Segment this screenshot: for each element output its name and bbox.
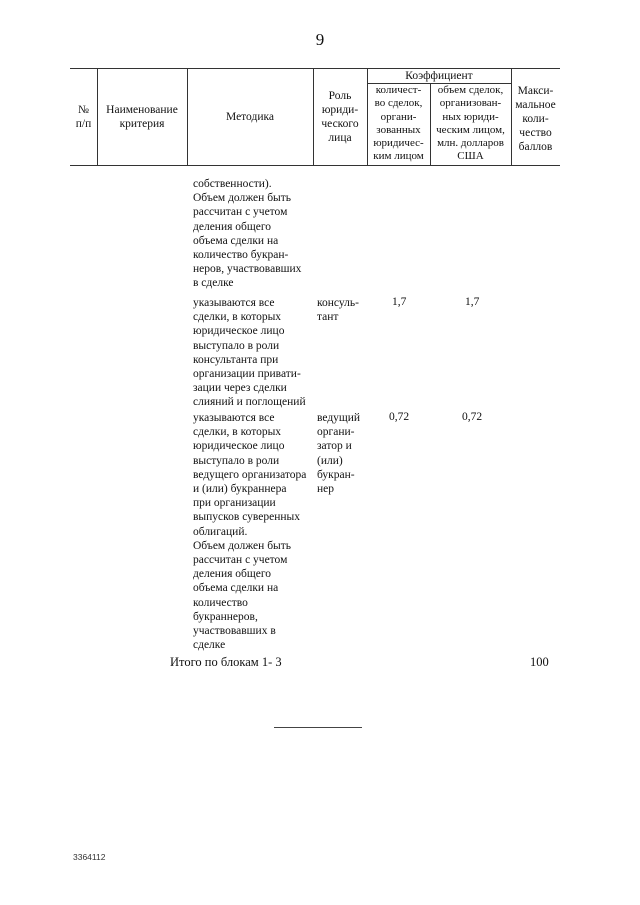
row-3-coef-volume: 0,72 [462,411,483,423]
header-role: Роль юриди- ческого лица [321,90,359,144]
header-method: Методика [226,111,274,123]
end-rule [274,727,362,728]
table-header-bottom-border [70,165,560,166]
row-2-coef-volume: 1,7 [465,296,480,308]
header-num: № п/п [75,104,92,130]
header-coefficient: Коэффициент [405,70,473,82]
row-3-method: указываются все сделки, в которых юридическое лицо выступало в роли ведущего организатора и (или) букраннера при организации выпусков суверенных облигаций. Объем должен быть рассчитан с учетом деления общего объема сделки на количество букраннеров, участвовавших в сделке [193,412,307,652]
row-3-coef-count: 0,72 [389,411,410,423]
total-value: 100 [530,655,549,669]
total-label: Итого по блокам 1- 3 [170,655,282,669]
header-criterion: Наименование критерия [106,104,178,130]
header-max-points: Макси- мальное коли- чество баллов [515,85,556,153]
header-coef-volume: объем сделок, организован- ных юриди- ческим лицом, млн. долларов США [436,84,505,163]
row-2-role: консуль- тант [317,297,359,324]
doc-id: 3364112 [73,852,106,862]
row-2-coef-count: 1,7 [392,296,407,308]
row-3-role: ведущий органи- затор и (или) букран- нер [317,412,361,496]
row-1-method: собственности). Объем должен быть рассчитан с учетом деления общего объема сделки на количество букран- неров, участвовавших в сделке [193,178,302,290]
page-number: 9 [315,30,325,49]
row-2-method: указываются все сделки, в которых юридическое лицо выступало в роли консультанта при организации привати- зации через сделки слияний и поглощений [193,297,306,409]
header-coef-count: количест- во сделок, органи- зованных юридичес- ким лицом [373,84,424,163]
